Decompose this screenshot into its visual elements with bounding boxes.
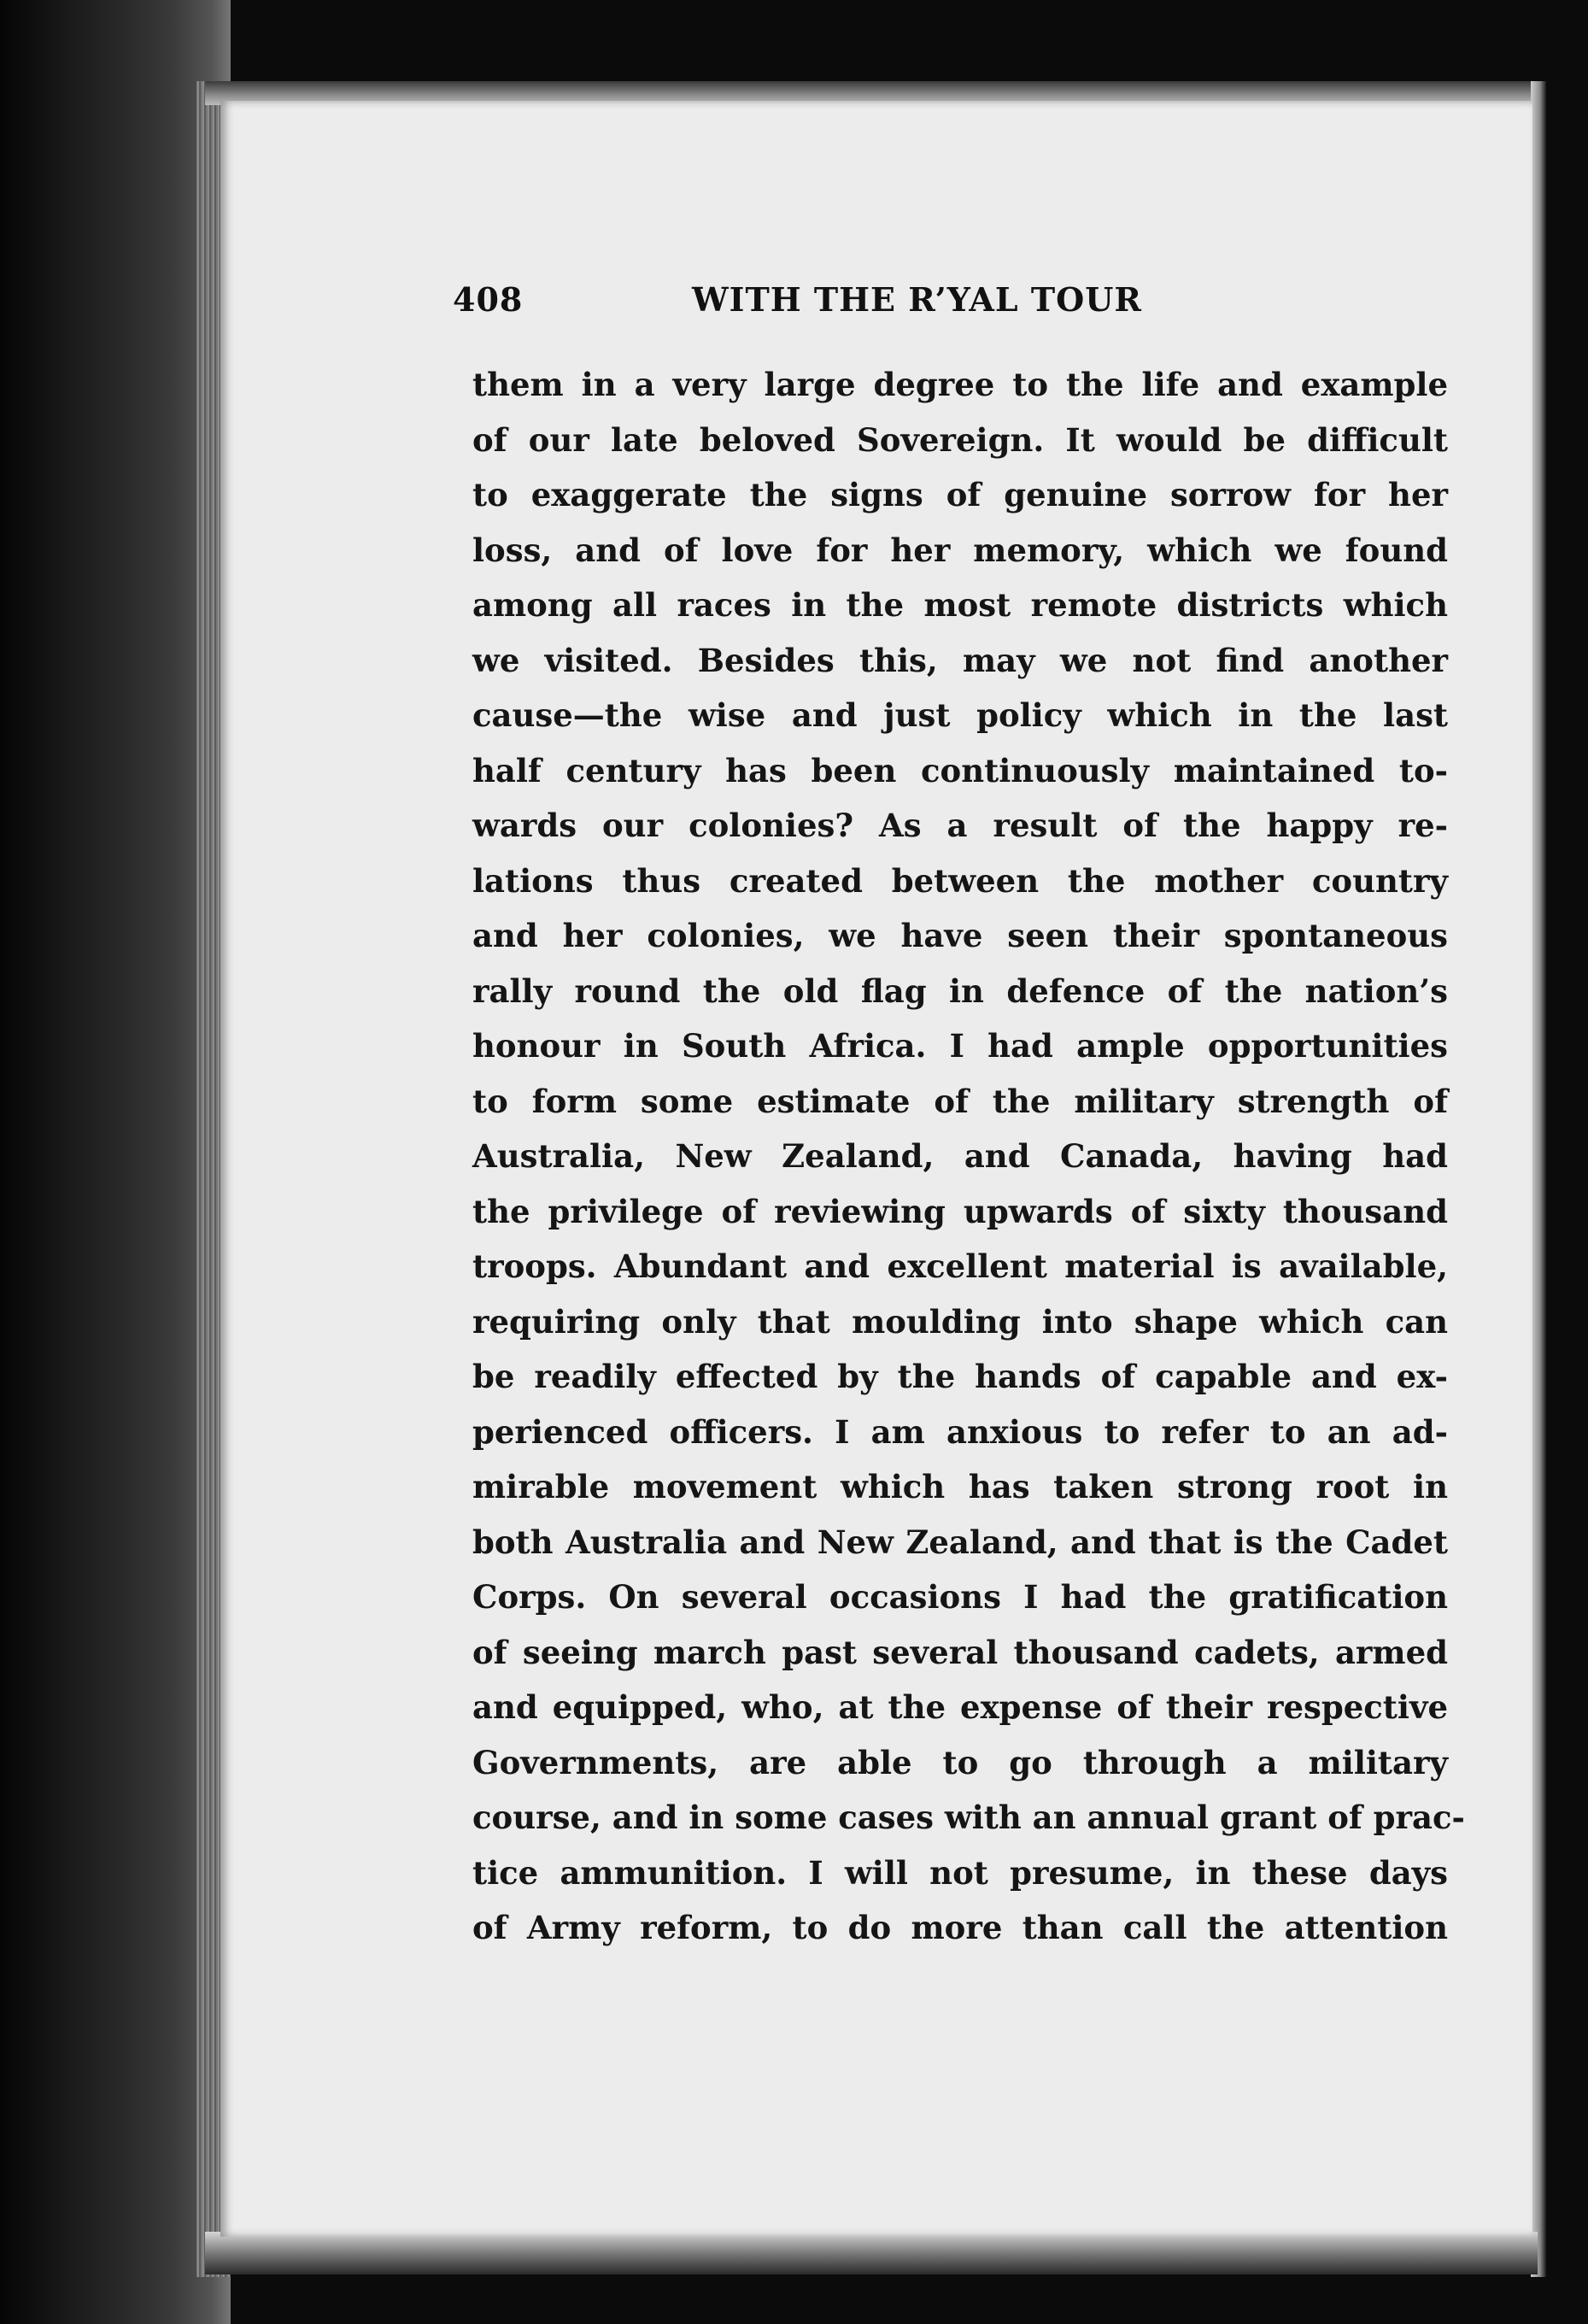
text-line: Australia, New Zealand, and Canada, having had xyxy=(472,1137,1448,1175)
text-line: we visited. Besides this, may we not find another xyxy=(472,641,1448,679)
text-line: cause—the wise and just policy which in the last xyxy=(472,696,1448,734)
text-line: to exaggerate the signs of genuine sorrow for her xyxy=(472,476,1448,514)
page-edge-bottom xyxy=(205,2232,1538,2274)
text-line: honour in South Africa. I had ample opportunities xyxy=(472,1027,1448,1065)
text-line: loss, and of love for her memory, which we found xyxy=(472,531,1448,569)
text-line: Governments, are able to go through a military xyxy=(472,1743,1448,1781)
text-line: troops. Abundant and excellent material is available, xyxy=(472,1247,1448,1285)
text-line: of our late beloved Sovereign. It would be difficult xyxy=(472,420,1448,459)
text-line: rally round the old flag in defence of the nation’s xyxy=(472,971,1448,1010)
text-line: half century has been continuously maintained to- xyxy=(472,751,1448,789)
text-line: be readily effected by the hands of capable and ex- xyxy=(472,1358,1448,1395)
text-line: course, and in some cases with an annual grant of prac- xyxy=(472,1799,1465,1836)
text-line: them in a very large degree to the life and example xyxy=(472,366,1448,403)
text-line: to form some estimate of the military strength of xyxy=(472,1082,1448,1120)
text-line: requiring only that moulding into shape which can xyxy=(472,1302,1448,1341)
text-line: the privilege of reviewing upwards of sixty thousand xyxy=(472,1192,1448,1230)
running-head xyxy=(453,280,1273,332)
text-line: both Australia and New Zealand, and that is the Cadet xyxy=(472,1523,1448,1561)
text-line: and equipped, who, at the expense of their respective xyxy=(472,1688,1448,1726)
text-line: among all races in the most remote districts which xyxy=(472,586,1448,624)
text-line: tice ammunition. I will not presume, in these days xyxy=(472,1853,1448,1892)
text-line: mirable movement which has taken strong root in xyxy=(472,1468,1448,1505)
body-text xyxy=(472,357,1465,1956)
text-line: wards our colonies? As a result of the happy re- xyxy=(472,807,1448,844)
page-edge-right xyxy=(1531,81,1546,2277)
text-line: and her colonies, we have seen their spontaneous xyxy=(472,917,1448,954)
text-line: of seeing march past several thousand cadets, armed xyxy=(472,1633,1448,1671)
text-line: lations thus created between the mother country xyxy=(472,861,1448,900)
page-number: 408 xyxy=(453,280,524,319)
text-line: of Army reform, to do more than call the attention xyxy=(472,1909,1448,1946)
text-line: Corps. On several occasions I had the gratification xyxy=(472,1578,1448,1616)
running-title: WITH THE R’YAL TOUR xyxy=(692,280,1142,319)
text-line: perienced officers. I am anxious to refer to an ad- xyxy=(472,1412,1448,1451)
